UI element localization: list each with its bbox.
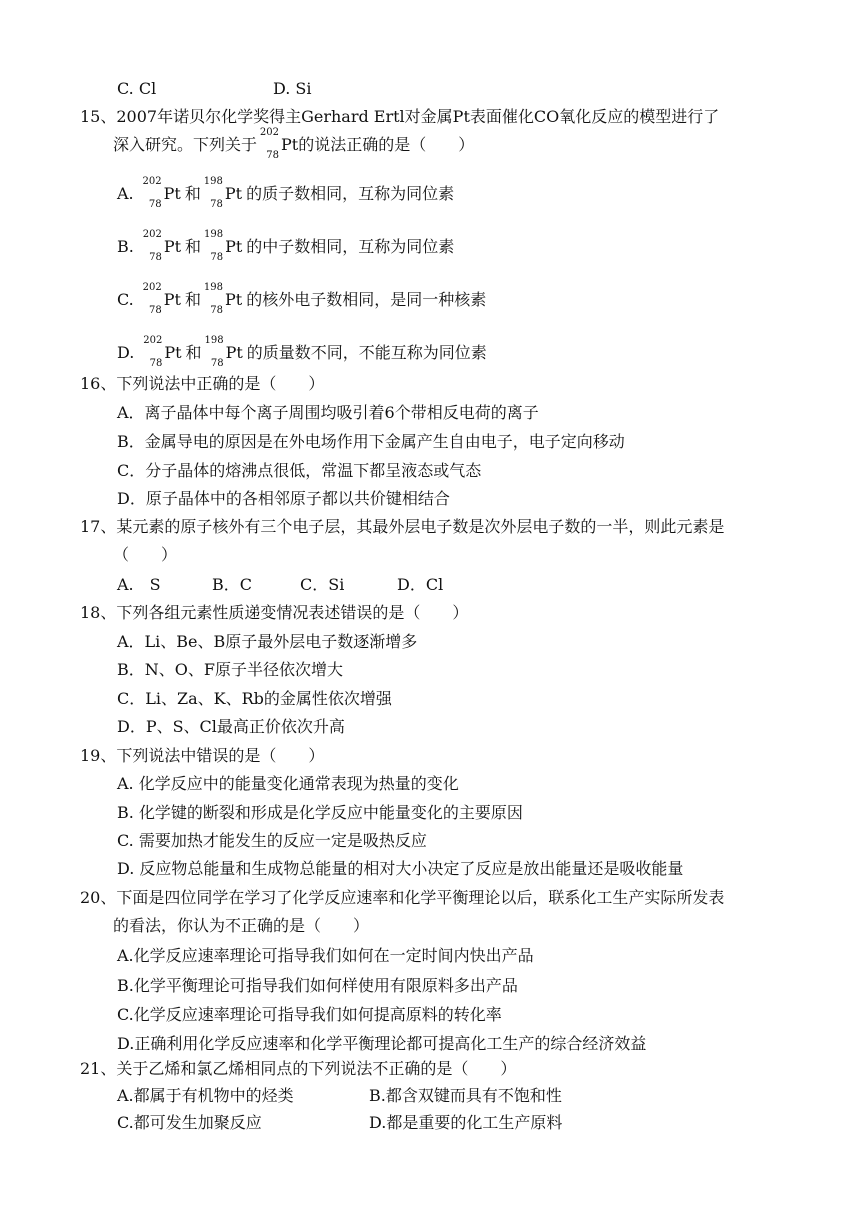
q15-stem-post: Pt的说法正确的是（ ） bbox=[281, 135, 475, 154]
nuclide-pt-202: 202 78 bbox=[259, 127, 280, 161]
q17-stem-line1: 17、某元素的原子核外有三个电子层，其最外层电子数是次外层电子数的一半，则此元素是 bbox=[80, 517, 725, 536]
q20-option-a: A.化学反应速率理论可指导我们如何在一定时间内快出产品 bbox=[117, 946, 534, 965]
q17-option-d: D．Cl bbox=[397, 575, 444, 594]
q18-option-c: C．Li、Za、K、Rb的金属性依次增强 bbox=[117, 689, 392, 708]
q21-option-d: D.都是重要的化工生产原料 bbox=[369, 1113, 563, 1132]
q20-option-b: B.化学平衡理论可指导我们如何样使用有限原料多出产品 bbox=[117, 976, 518, 995]
q14-option-d: D. Si bbox=[273, 79, 312, 98]
q21-option-a: A.都属于有机物中的烃类 bbox=[117, 1086, 294, 1105]
q20-stem-line2: 的看法，你认为不正确的是（ ） bbox=[113, 916, 370, 935]
q16-stem: 16、下列说法中正确的是（ ） bbox=[80, 374, 325, 393]
q14-option-c: C. Cl bbox=[117, 79, 157, 98]
q15-stem-line2 bbox=[113, 127, 475, 161]
q15-option-c: C. 202 78 Pt 和 198 78 Pt 的核外电子数相同，是同一种核素 bbox=[117, 282, 487, 316]
q16-option-d: D．原子晶体中的各相邻原子都以共价键相结合 bbox=[117, 489, 450, 508]
q16-option-a: A．离子晶体中每个离子周围均吸引着6个带相反电荷的离子 bbox=[117, 403, 539, 422]
q19-stem: 19、下列说法中错误的是（ ） bbox=[80, 746, 325, 765]
q20-option-d: D.正确利用化学反应速率和化学平衡理论都可提高化工生产的综合经济效益 bbox=[117, 1034, 647, 1053]
q21-stem: 21、关于乙烯和氯乙烯相同点的下列说法不正确的是（ ） bbox=[80, 1059, 517, 1078]
q15-option-d: D. 202 78 Pt 和 198 78 Pt 的质量数不同，不能互称为同位素 bbox=[117, 335, 487, 369]
q18-stem: 18、下列各组元素性质递变情况表述错误的是（ ） bbox=[80, 603, 469, 622]
q21-option-b: B.都含双键而具有不饱和性 bbox=[369, 1086, 562, 1105]
q18-option-d: D．P、S、Cl最高正价依次升高 bbox=[117, 717, 345, 736]
q21-option-c: C.都可发生加聚反应 bbox=[117, 1113, 262, 1132]
q15-option-b: B. 202 78 Pt 和 198 78 Pt 的中子数相同，互称为同位素 bbox=[117, 229, 455, 263]
q15-option-a: A. 202 78 Pt 和 198 78 Pt 的质子数相同，互称为同位素 bbox=[117, 176, 455, 210]
q15-stem-line1: 15、2007年诺贝尔化学奖得主Gerhard Ertl对金属Pt表面催化CO氧化反应的模型进行了 bbox=[80, 107, 720, 126]
q20-stem-line1: 20、下面是四位同学在学习了化学反应速率和化学平衡理论以后，联系化工生产实际所发表 bbox=[80, 888, 725, 907]
q20-option-c: C.化学反应速率理论可指导我们如何提高原料的转化率 bbox=[117, 1005, 502, 1024]
q19-option-b: B. 化学键的断裂和形成是化学反应中能量变化的主要原因 bbox=[117, 803, 523, 822]
q15-stem-pre: 深入研究。下列关于 bbox=[113, 135, 258, 154]
q17-stem-line2: （ ） bbox=[113, 545, 178, 564]
q16-option-b: B．金属导电的原因是在外电场作用下金属产生自由电子，电子定向移动 bbox=[117, 432, 625, 451]
q19-option-c: C. 需要加热才能发生的反应一定是吸热反应 bbox=[117, 831, 427, 850]
q19-option-d: D. 反应物总能量和生成物总能量的相对大小决定了反应是放出能量还是吸收能量 bbox=[117, 859, 684, 878]
q19-option-a: A. 化学反应中的能量变化通常表现为热量的变化 bbox=[117, 774, 459, 793]
q18-option-b: B．N、O、F原子半径依次增大 bbox=[117, 660, 343, 679]
q17-option-c: C．Si bbox=[300, 575, 345, 594]
q18-option-a: A．Li、Be、B原子最外层电子数逐渐增多 bbox=[117, 632, 418, 651]
q16-option-c: C．分子晶体的熔沸点很低，常温下都呈液态或气态 bbox=[117, 461, 482, 480]
q17-option-a: A. S bbox=[117, 575, 161, 594]
q17-option-b: B．C bbox=[212, 575, 253, 594]
